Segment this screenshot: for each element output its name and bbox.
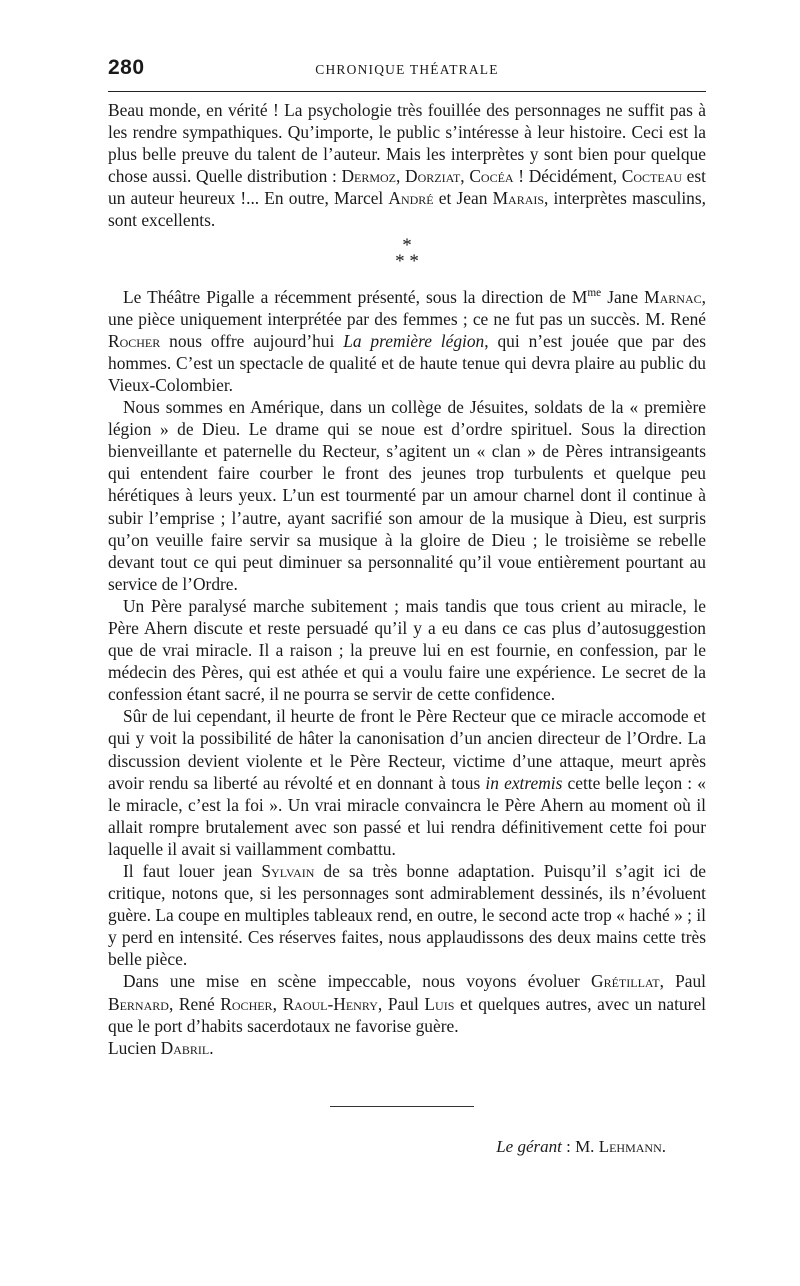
text-run: de sa très bonne adaptation. Puisqu’il s’agit ici de critique, notons que, si les personnages sont admirablement dessinés, ils n’évoluent guère. La coupe en multiples tableaux rend, en outre, le second acte trop « haché » ; il y perd en intensité. Ces réserves faites, nous applaudissons des deux mains cette très belle pièce. xyxy=(108,861,706,970)
person-name: Dabril xyxy=(160,1037,210,1058)
text-run: Nous sommes en Amérique, dans un collège de Jésuites, soldats de la « première légion » de Dieu. Le drame qui se noue est d’ordre spirituel. Sous la direction bienveillante et paternelle du Recteur, s’agitent un « clan » de Pères intransigeants qui entendent faire courber le front des jeunes trop turbulents et quelque peu hérétiques à leurs yeux. L’un est tourmenté par un amour charnel dont il continue à subir l’emprise ; l’autre, ayant sacrifié son amour de la musique à Dieu, est surpris qu’on veuille faire servir sa musique à la gloire de Dieu ; le troisième se rebelle devant tout ce qui peut diminuer sa personnalité qu’il voue entièrement pourtant au service de l’Ordre. xyxy=(108,397,706,594)
person-name: Rocher xyxy=(108,330,161,351)
person-name: Bernard xyxy=(108,993,169,1014)
gerant-label: Le gérant xyxy=(496,1137,562,1156)
header-rule xyxy=(108,91,706,92)
person-name: André xyxy=(388,188,434,209)
person-name: Luis xyxy=(424,993,455,1014)
text-run: Le Théâtre Pigalle a récemment présenté, sous la direction de M xyxy=(123,286,588,307)
paragraph xyxy=(108,286,706,396)
text-run: cette belle leçon : « le miracle, c’est la foi ». Un vrai miracle convaincra le Père Ahern au moment où il allait rompre brutalement avec son passé et lui rendra définitivement cette foi pour laquelle il avait si vaillamment combattu. xyxy=(108,772,706,859)
text-run: , interprètes masculins, sont excellents. xyxy=(108,188,706,231)
text-run: , xyxy=(396,166,406,187)
text-run: , Paul xyxy=(659,971,706,992)
person-name: Dermoz xyxy=(341,166,397,187)
text-run: nous offre aujourd’hui xyxy=(160,330,344,351)
text-run: Beau monde, en vérité ! La psychologie très fouillée des personnages ne suffit pas à les rendre sympathiques. Qu’importe, le public s’intéresse à leur histoire. Ceci est la plus belle preuve du talent de l’auteur. Mais les interprètes y sont bien pour quelque chose aussi. Quelle distribution : xyxy=(108,100,706,187)
text-run: Il faut louer jean xyxy=(123,861,262,881)
publisher-line xyxy=(496,1137,666,1157)
author-signature xyxy=(108,1037,706,1059)
person-name: Marnac xyxy=(644,286,702,307)
text-run: , qui n’est jouée que par des hommes. C’est un spectacle de qualité et de haute tenue qui devra plaire au public du Vieux-Colombier. xyxy=(108,330,706,395)
italic-text: in extremis xyxy=(485,772,563,793)
text-run: Dans une mise en scène impeccable, nous voyons évoluer xyxy=(123,971,592,992)
text-run: Jane xyxy=(601,286,645,307)
running-title: CHRONIQUE THÉATRALE xyxy=(315,62,499,77)
text-run: , Paul xyxy=(377,993,425,1014)
gerant-separator: : M. xyxy=(561,1137,599,1156)
person-name: Grétillat xyxy=(591,971,660,992)
gerant-name: Lehmann xyxy=(598,1137,662,1156)
text-run: , une pièce uniquement interprétée par des femmes ; ce ne fut pas un succès. M. René xyxy=(108,286,706,329)
italic-text: La première légion xyxy=(343,330,485,351)
paragraph xyxy=(108,595,706,705)
text-run: Sûr de lui cependant, il heurte de front le Père Recteur que ce miracle accomode et qui y voit la possibilité de hâter la canonisation d’un ancien directeur de l’Ordre. La discussion devient violente et le Père Recteur, victime d’une attaque, meurt après avoir rendu sa liberté au révolté et en donnant à tous xyxy=(108,706,706,793)
paragraph xyxy=(108,860,706,970)
paragraph xyxy=(108,705,706,860)
person-name: Raoul-Henry xyxy=(282,993,378,1014)
superscript: me xyxy=(587,286,602,299)
person-name: Cocteau xyxy=(621,166,683,187)
page-number: 280 xyxy=(108,56,145,79)
gerant-end: . xyxy=(661,1137,666,1156)
text-run: et Jean xyxy=(433,188,493,209)
text-run: , xyxy=(272,993,283,1014)
person-name: Sylvain xyxy=(261,861,315,881)
text-run: Lucien xyxy=(108,1037,161,1058)
text-run: est un auteur heureux !... En outre, Marcel xyxy=(108,166,707,209)
text-run: , René xyxy=(168,993,221,1014)
person-name: Cocéa xyxy=(469,166,514,187)
person-name: Marais xyxy=(492,188,545,209)
person-name: Dorziat xyxy=(405,166,461,187)
end-rule xyxy=(330,1106,474,1107)
paragraph xyxy=(108,396,706,595)
page-header xyxy=(108,56,706,86)
article-body xyxy=(108,99,706,1059)
paragraph xyxy=(108,970,706,1036)
text-run: ! Décidément, xyxy=(513,166,622,187)
paragraph xyxy=(108,99,706,232)
text-run: , xyxy=(460,166,470,187)
asterism-separator: * * * xyxy=(395,234,419,272)
person-name: Rocher xyxy=(220,993,273,1014)
text-run: . xyxy=(209,1037,214,1058)
text-run: et quelques autres, avec un naturel que le port d’habits sacerdotaux ne favorise guère. xyxy=(108,993,706,1036)
text-run: Un Père paralysé marche subitement ; mais tandis que tous crient au miracle, le Père Ahern discute et reste persuadé qu’il y a eu dans ce cas plus d’autosuggestion que de vrai miracle. Il a raison ; la preuve lui en est fournie, en confession, par le médecin des Pères, qui est athée et qui a voulu faire une expérience. Le secret de la confession étant sacré, il ne pourra se servir de cette confidence. xyxy=(108,595,706,705)
